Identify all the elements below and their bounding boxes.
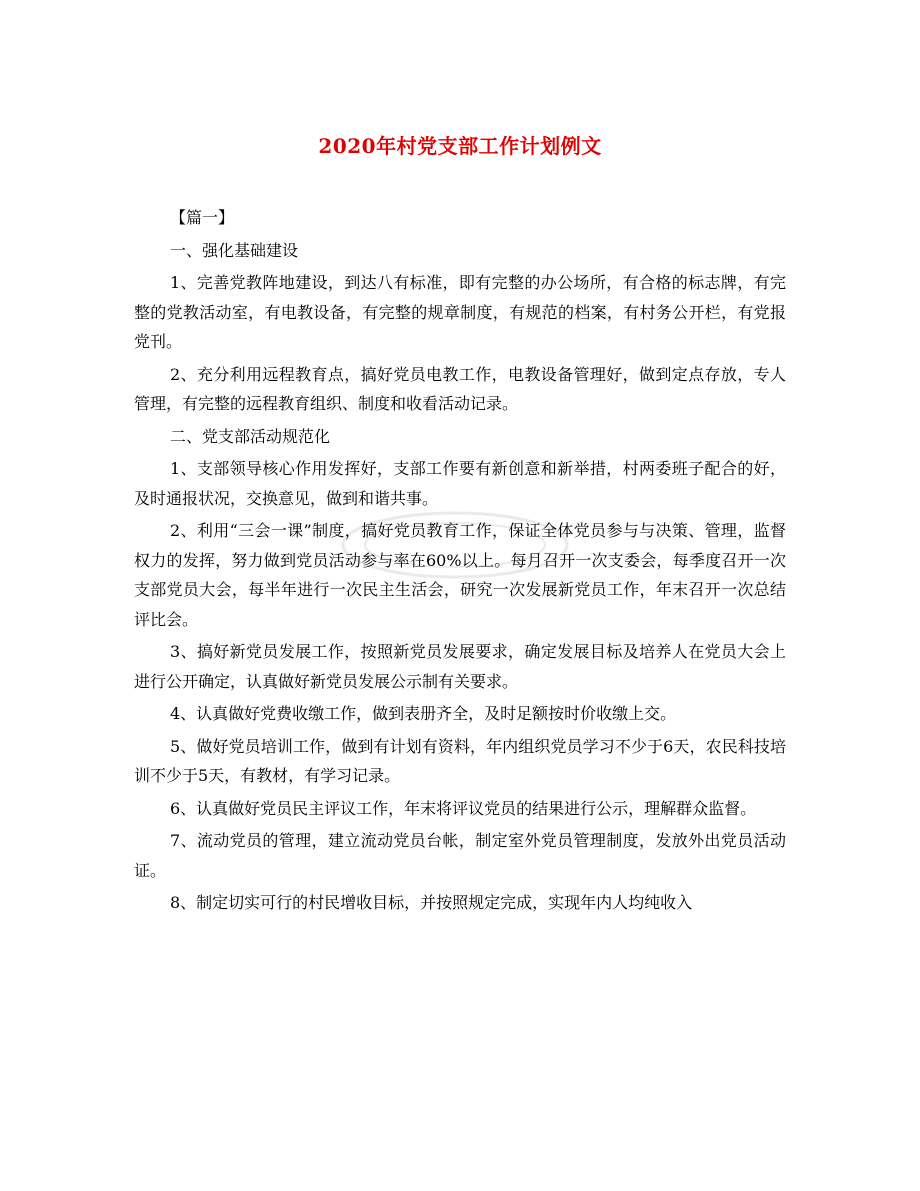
heading-1: 一、强化基础建设	[170, 240, 299, 260]
paragraph: 3、搞好新党员发展工作，按照新党员发展要求，确定发展目标及培养人在党员大会上进行公开确定，认真做好新党员发展公示制有关要求。	[134, 642, 786, 691]
paragraph: 6、认真做好党员民主评议工作，年末将评议党员的结果进行公示，理解群众监督。	[170, 798, 757, 818]
paragraph: 4、认真做好党费收缴工作，做到表册齐全，及时足额按时价收缴上交。	[170, 704, 677, 723]
paragraph: 1、支部领导核心作用发挥好，支部工作要有新创意和新举措，村两委班子配合的好，及时通报状况，交换意见，做到和谐共事。	[134, 459, 786, 508]
paragraph: 7、流动党员的管理，建立流动党员台帐，制定室外党员管理制度，发放外出党员活动证。	[134, 831, 786, 880]
paragraph: 8、制定切实可行的村民增收目标，并按照规定完成，实现年内人均纯收入	[170, 893, 693, 912]
paragraph: 2、利用“三会一课”制度，搞好党员教育工作，保证全体党员参与与决策、管理，监督权力的发挥，努力做到党员活动参与率在60%以上。每月召开一次支委会，每季度召开一次支部党员大会，每半年进行一次民主生活会，研究一次发展新党员工作，年末召开一次总结评比会。	[134, 521, 786, 629]
document-title: 2020年村党支部工作计划例文	[318, 134, 602, 158]
paragraph: 1、完善党教阵地建设，到达八有标准，即有完整的办公场所，有合格的标志牌，有完整的党教活动室，有电教设备，有完整的规章制度，有规范的档案，有村务公开栏，有党报党刊。	[134, 273, 786, 351]
paragraph: 5、做好党员培训工作，做到有计划有资料，年内组织党员学习不少于6天，农民科技培训不少于5天，有教材，有学习记录。	[134, 736, 786, 785]
document-body	[134, 203, 786, 921]
paragraph: 2、充分利用远程教育点，搞好党员电教工作，电教设备管理好，做到定点存放，专人管理，有完整的远程教育组织、制度和收看活动记录。	[134, 364, 786, 413]
section-label: 【篇一】	[170, 208, 235, 227]
heading-2: 二、党支部活动规范化	[170, 426, 331, 446]
